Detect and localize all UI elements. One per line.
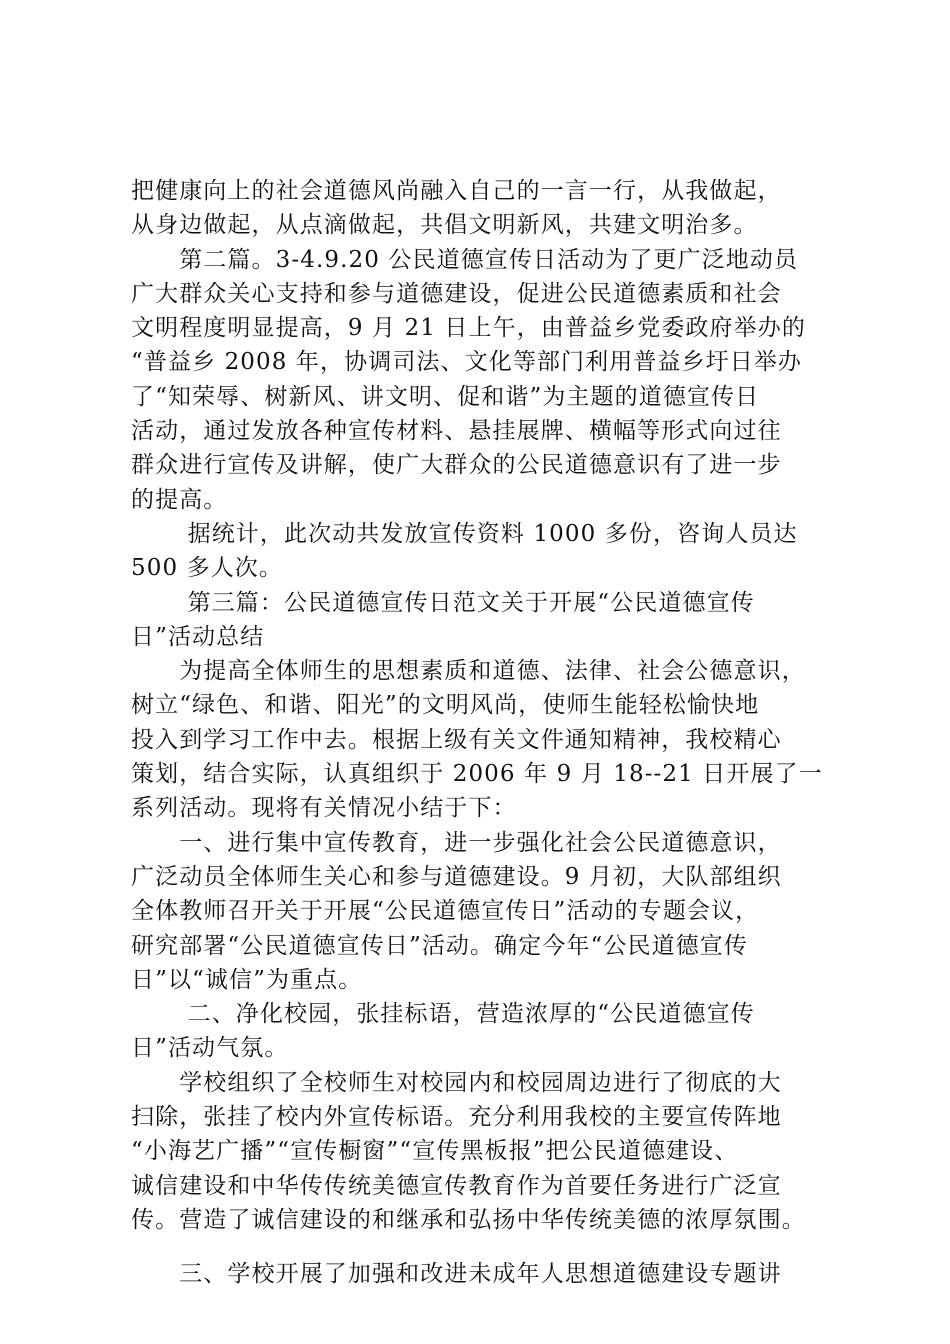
text-line: 第三篇：公民道德宣传日范文关于开展“公民道德宣传 xyxy=(131,589,755,616)
text-line: 树立“绿色、和谐、阳光”的文明风尚，使师生能轻松愉快地 xyxy=(131,692,760,719)
text-line: 文明程度明显提高，9 月 21 日上午，由普益乡党委政府举办的 xyxy=(131,315,806,342)
text-line: 系列活动。现将有关情况小结于下： xyxy=(131,795,517,822)
text-line: “小海艺广播”“宣传橱窗”“宣传黑板报”把公民道德建设、 xyxy=(131,1138,739,1165)
text-line: 投入到学习工作中去。根据上级有关文件通知精神，我校精心 xyxy=(131,726,782,753)
text-line: 三、学校开展了加强和改进未成年人思想道德建设专题讲 xyxy=(131,1261,782,1288)
text-line: 从身边做起，从点滴做起，共倡文明新风，共建文明治多。 xyxy=(131,212,758,239)
text-line: 广泛动员全体师生关心和参与道德建设。9 月初，大队部组织 xyxy=(131,863,782,890)
paragraph-gap xyxy=(131,1237,831,1257)
text-line: 研究部署“公民道德宣传日”活动。确定今年“公民道德宣传 xyxy=(131,932,748,959)
text-line: 全体教师召开关于开展“公民道德宣传日”活动的专题会议， xyxy=(131,898,760,925)
text-line: 活动，通过发放各种宣传材料、悬挂展牌、横幅等形式向过往 xyxy=(131,418,782,445)
text-line: 为提高全体师生的思想素质和道德、法律、社会公德意识， xyxy=(131,658,806,685)
text-line: 据统计，此次动共发放宣传资料 1000 多份，咨询人员达 xyxy=(131,520,798,547)
document-body xyxy=(131,174,831,1292)
text-line: 一、进行集中宣传教育，进一步强化社会公民道德意识， xyxy=(131,829,782,856)
text-line: “普益乡 2008 年，协调司法、文化等部门利用普益乡圩日举办 xyxy=(131,349,803,376)
text-line: 日”活动总结 xyxy=(131,623,265,650)
text-line: 第二篇。3-4.9.20 公民道德宣传日活动为了更广泛地动员 xyxy=(131,246,799,273)
text-line: 的提高。 xyxy=(131,486,228,513)
text-line: 扫除，张挂了校内外宣传标语。充分利用我校的主要宣传阵地 xyxy=(131,1104,782,1131)
text-line: 传。营造了诚信建设的和继承和弘扬中华传统美德的浓厚氛围。 xyxy=(131,1206,806,1233)
text-line: 诚信建设和中华传传统美德宣传教育作为首要任务进行广泛宣 xyxy=(131,1172,782,1199)
text-line: 500 多人次。 xyxy=(131,555,284,582)
text-line: 广大群众关心支持和参与道德建设，促进公民道德素质和社会 xyxy=(131,280,782,307)
text-line: 日”活动气氛。 xyxy=(131,1035,289,1062)
text-line: 策划，结合实际，认真组织于 2006 年 9 月 18--21 日开展了一 xyxy=(131,761,823,788)
text-line: 群众进行宣传及讲解，使广大群众的公民道德意识有了进一步 xyxy=(131,452,782,479)
text-line: 了“知荣辱、树新风、讲文明、促和谐”为主题的道德宣传日 xyxy=(131,383,760,410)
text-line: 把健康向上的社会道德风尚融入自己的一言一行，从我做起， xyxy=(131,178,782,204)
text-line: 二、净化校园，张挂标语，营造浓厚的“公民道德宣传 xyxy=(131,1001,755,1028)
text-line: 日”以“诚信”为重点。 xyxy=(131,966,363,993)
text-line: 学校组织了全校师生对校园内和校园周边进行了彻底的大 xyxy=(131,1069,782,1096)
